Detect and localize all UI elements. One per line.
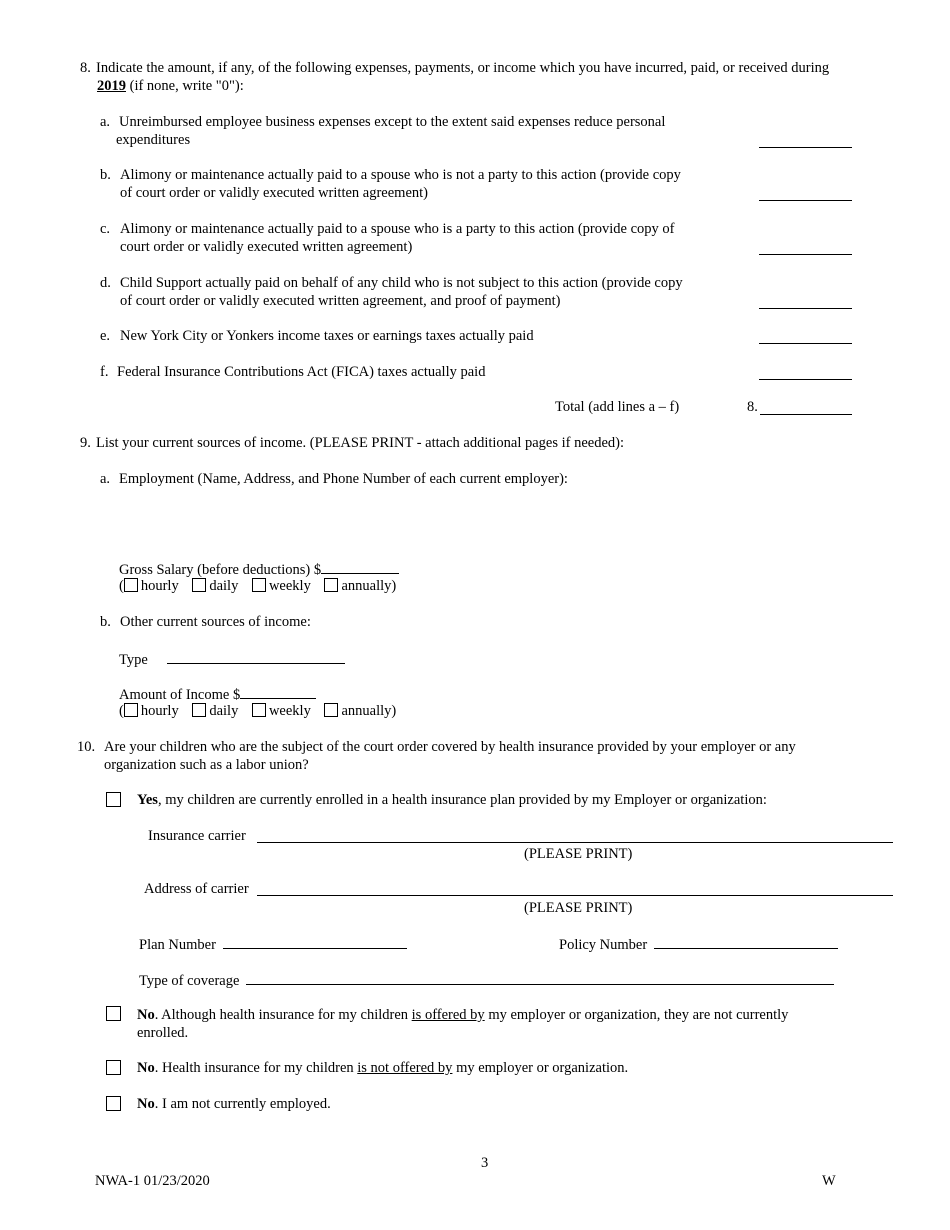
- gross-weekly-checkbox[interactable]: [252, 578, 266, 592]
- q10-yes-bold: Yes: [137, 792, 158, 808]
- q8d-line2: of court order or validly executed written agreement, and proof of payment): [120, 293, 561, 309]
- form-id: NWA-1 01/23/2020: [95, 1173, 210, 1189]
- page-number: 3: [481, 1155, 489, 1171]
- plan-number-row: [139, 934, 407, 954]
- plan-number-field[interactable]: [223, 934, 407, 949]
- q10-no-offered-bold: No: [137, 1007, 155, 1023]
- q10-no-unemployed-checkbox[interactable]: [106, 1096, 124, 1114]
- q10-no-not-offered-underlined: is not offered by: [357, 1060, 453, 1076]
- income-type-row: [119, 649, 345, 669]
- q8b-letter: b.: [100, 167, 111, 183]
- q10-no-not-offered-bold: No: [137, 1060, 155, 1076]
- gross-weekly-label: weekly: [268, 578, 311, 594]
- q10-no-offered-text: [137, 1006, 788, 1024]
- carrier-address-field[interactable]: [257, 894, 893, 896]
- amount-weekly-checkbox[interactable]: [252, 703, 266, 717]
- q8d-letter: d.: [100, 275, 111, 291]
- q9b-text: Other current sources of income:: [120, 614, 311, 630]
- amount-annually-checkbox[interactable]: [324, 703, 338, 717]
- q10-yes-text: [137, 791, 767, 809]
- q8-total-label: Total (add lines a – f): [555, 399, 680, 415]
- q9a-letter: a.: [100, 471, 111, 487]
- policy-number-label: Policy Number: [559, 937, 648, 953]
- q8b-line1: Alimony or maintenance actually paid to a spouse who is not a party to this action (provide copy: [120, 167, 681, 183]
- q10-no-offered-line2: enrolled.: [137, 1025, 189, 1041]
- amount-annually-label: annually): [341, 703, 397, 719]
- q9-text: List your current sources of income. (PLEASE PRINT - attach additional pages if needed):: [96, 435, 625, 451]
- q8-total-field[interactable]: [760, 413, 852, 415]
- q8b-line2: of court order or validly executed written agreement): [120, 185, 428, 201]
- q8d-answer-field[interactable]: [759, 307, 852, 309]
- q10-text-line1: Are your children who are the subject of the court order covered by health insurance provided by your employer or any: [104, 739, 796, 755]
- amount-hourly-checkbox[interactable]: [124, 703, 138, 717]
- gross-annually-checkbox[interactable]: [324, 578, 338, 592]
- amount-income-field[interactable]: [240, 684, 316, 699]
- gross-salary-label: Gross Salary (before deductions) $: [119, 562, 322, 578]
- policy-number-field[interactable]: [654, 934, 838, 949]
- q8e-answer-field[interactable]: [759, 342, 852, 344]
- q10-no-offered-underlined: is offered by: [411, 1007, 485, 1023]
- q8a-line1: Unreimbursed employee business expenses except to the extent said expenses reduce personal: [119, 114, 666, 130]
- q8f-line1: Federal Insurance Contributions Act (FICA) taxes actually paid: [117, 364, 486, 380]
- freq-open-paren: (: [119, 578, 124, 594]
- q10-no-offered-post: my employer or organization, they are not currently: [484, 1007, 789, 1023]
- q8a-letter: a.: [100, 114, 111, 130]
- q8a-line2: expenditures: [116, 132, 191, 148]
- q10-yes-checkbox[interactable]: [106, 792, 124, 810]
- coverage-type-label: Type of coverage: [139, 973, 240, 989]
- q10-no-not-offered-checkbox[interactable]: [106, 1060, 124, 1078]
- income-type-field[interactable]: [167, 649, 345, 664]
- q9-number: 9.: [80, 435, 91, 451]
- amount-daily-checkbox[interactable]: [192, 703, 206, 717]
- q8-total-number: 8.: [747, 399, 758, 415]
- q10-yes-description: , my children are currently enrolled in a health insurance plan provided by my Employer or organization:: [157, 792, 767, 808]
- q8f-letter: f.: [100, 364, 109, 380]
- policy-number-row: [559, 934, 838, 954]
- q8-number: 8.: [80, 60, 91, 76]
- gross-hourly-label: hourly: [140, 578, 179, 594]
- q8-text-line1: Indicate the amount, if any, of the following expenses, payments, or income which you have incurred, paid, or received during: [96, 60, 830, 76]
- amount-income-frequency: [119, 702, 396, 720]
- amount-weekly-label: weekly: [268, 703, 311, 719]
- coverage-type-field[interactable]: [246, 970, 834, 985]
- q8a-answer-field[interactable]: [759, 146, 852, 148]
- gross-salary-frequency: [119, 577, 396, 595]
- carrier-address-label: Address of carrier: [144, 881, 249, 897]
- q10-text-line2: organization such as a labor union?: [104, 757, 309, 773]
- q8c-line2: court order or validly executed written agreement): [120, 239, 413, 255]
- q10-no-unemployed-description: . I am not currently employed.: [154, 1096, 331, 1112]
- q10-no-not-offered-post: my employer or organization.: [452, 1060, 629, 1076]
- q10-no-not-offered-pre: . Health insurance for my children: [154, 1060, 358, 1076]
- insurance-carrier-please-print: (PLEASE PRINT): [524, 846, 633, 862]
- q8e-letter: e.: [100, 328, 111, 344]
- q8b-answer-field[interactable]: [759, 199, 852, 201]
- q8f-answer-field[interactable]: [759, 378, 852, 380]
- q8c-letter: c.: [100, 221, 111, 237]
- q8c-answer-field[interactable]: [759, 253, 852, 255]
- gross-annually-label: annually): [341, 578, 397, 594]
- gross-daily-checkbox[interactable]: [192, 578, 206, 592]
- coverage-type-row: [139, 970, 834, 990]
- insurance-carrier-label: Insurance carrier: [148, 828, 246, 844]
- q9a-text: Employment (Name, Address, and Phone Number of each current employer):: [119, 471, 568, 487]
- form-code: W: [822, 1173, 836, 1189]
- amount-income-label: Amount of Income $: [119, 687, 241, 703]
- q8e-line1: New York City or Yonkers income taxes or earnings taxes actually paid: [120, 328, 534, 344]
- carrier-address-please-print: (PLEASE PRINT): [524, 900, 633, 916]
- q10-no-offered-checkbox[interactable]: [106, 1006, 124, 1024]
- amount-income-row: [119, 684, 316, 704]
- q10-no-unemployed-text: [137, 1095, 331, 1113]
- q8d-line1: Child Support actually paid on behalf of any child who is not subject to this action (provide copy: [120, 275, 683, 291]
- freq-open-paren-2: (: [119, 703, 124, 719]
- q9b-letter: b.: [100, 614, 111, 630]
- q8-text-line2: [97, 77, 244, 95]
- gross-hourly-checkbox[interactable]: [124, 578, 138, 592]
- q10-number: 10.: [77, 739, 96, 755]
- gross-salary-row: [119, 559, 399, 579]
- amount-hourly-label: hourly: [140, 703, 179, 719]
- amount-daily-label: daily: [209, 703, 239, 719]
- insurance-carrier-field[interactable]: [257, 841, 893, 843]
- q10-no-unemployed-bold: No: [137, 1096, 155, 1112]
- gross-salary-field[interactable]: [321, 559, 399, 574]
- q10-no-not-offered-text: [137, 1059, 628, 1077]
- income-type-label: Type: [119, 652, 148, 668]
- q8-year: 2019: [97, 78, 126, 94]
- gross-daily-label: daily: [209, 578, 239, 594]
- q8-instruction: (if none, write "0"):: [129, 78, 244, 94]
- q10-no-offered-pre: . Although health insurance for my children: [154, 1007, 412, 1023]
- q8c-line1: Alimony or maintenance actually paid to a spouse who is a party to this action (provide copy of: [120, 221, 675, 237]
- plan-number-label: Plan Number: [139, 937, 216, 953]
